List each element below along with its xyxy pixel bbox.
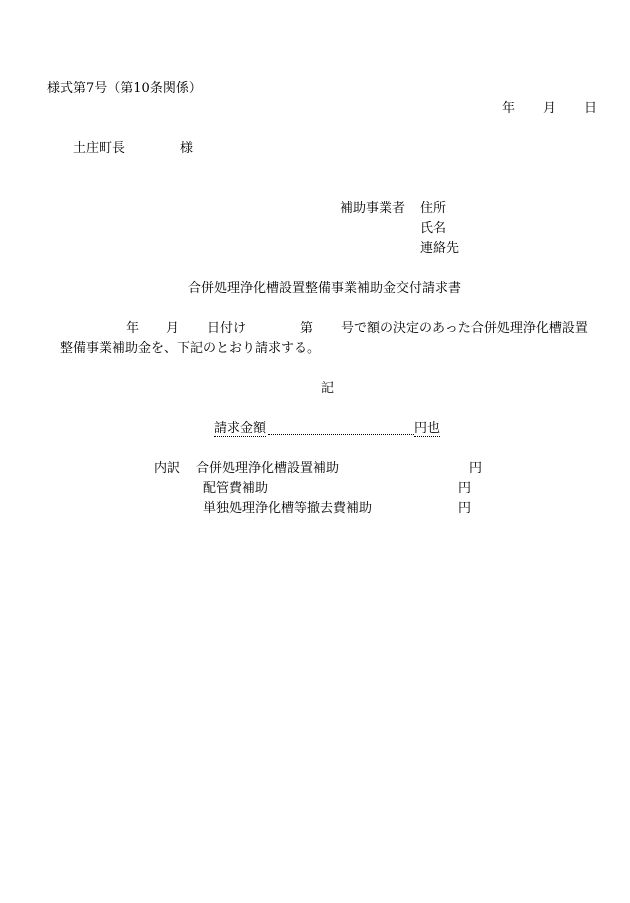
date-year: 年 [502, 101, 516, 116]
ki-heading: 記 [321, 381, 335, 396]
applicant-name-label: 氏名 [420, 221, 447, 236]
request-amount-suffix: 円也 [414, 421, 441, 436]
breakdown-item-unit: 円 [469, 461, 483, 476]
request-amount-field [268, 434, 414, 435]
breakdown-item-name: 単独処理浄化槽等撤去費補助 [203, 501, 373, 516]
breakdown-label: 内訳 [154, 461, 181, 476]
breakdown-item-name: 配管費補助 [203, 481, 269, 496]
applicant-address-label: 住所 [420, 201, 447, 216]
body-line1-rest: 号で額の決定のあった合併処理浄化槽設置 [341, 321, 588, 336]
body-line2: 整備事業補助金を、下記のとおり請求する。 [60, 341, 321, 356]
body-year: 年 [126, 321, 140, 336]
breakdown-item-unit: 円 [458, 501, 472, 516]
applicant-label: 補助事業者 [340, 201, 406, 216]
body-dated: 日付け [207, 321, 247, 336]
document-title: 合併処理浄化槽設置整備事業補助金交付請求書 [188, 281, 462, 296]
date-day: 日 [584, 101, 598, 116]
request-amount-label: 請求金額 [214, 421, 267, 436]
body-month: 月 [166, 321, 180, 336]
addressee-name: 土庄町長 [73, 141, 126, 156]
form-number: 様式第7号（第10条関係） [47, 81, 202, 96]
body-number-prefix: 第 [300, 321, 314, 336]
date-month: 月 [543, 101, 557, 116]
applicant-contact-label: 連絡先 [420, 241, 460, 256]
breakdown-item-name: 合併処理浄化槽設置補助 [196, 461, 340, 476]
addressee-honorific: 様 [180, 141, 194, 156]
breakdown-item-unit: 円 [458, 481, 472, 496]
